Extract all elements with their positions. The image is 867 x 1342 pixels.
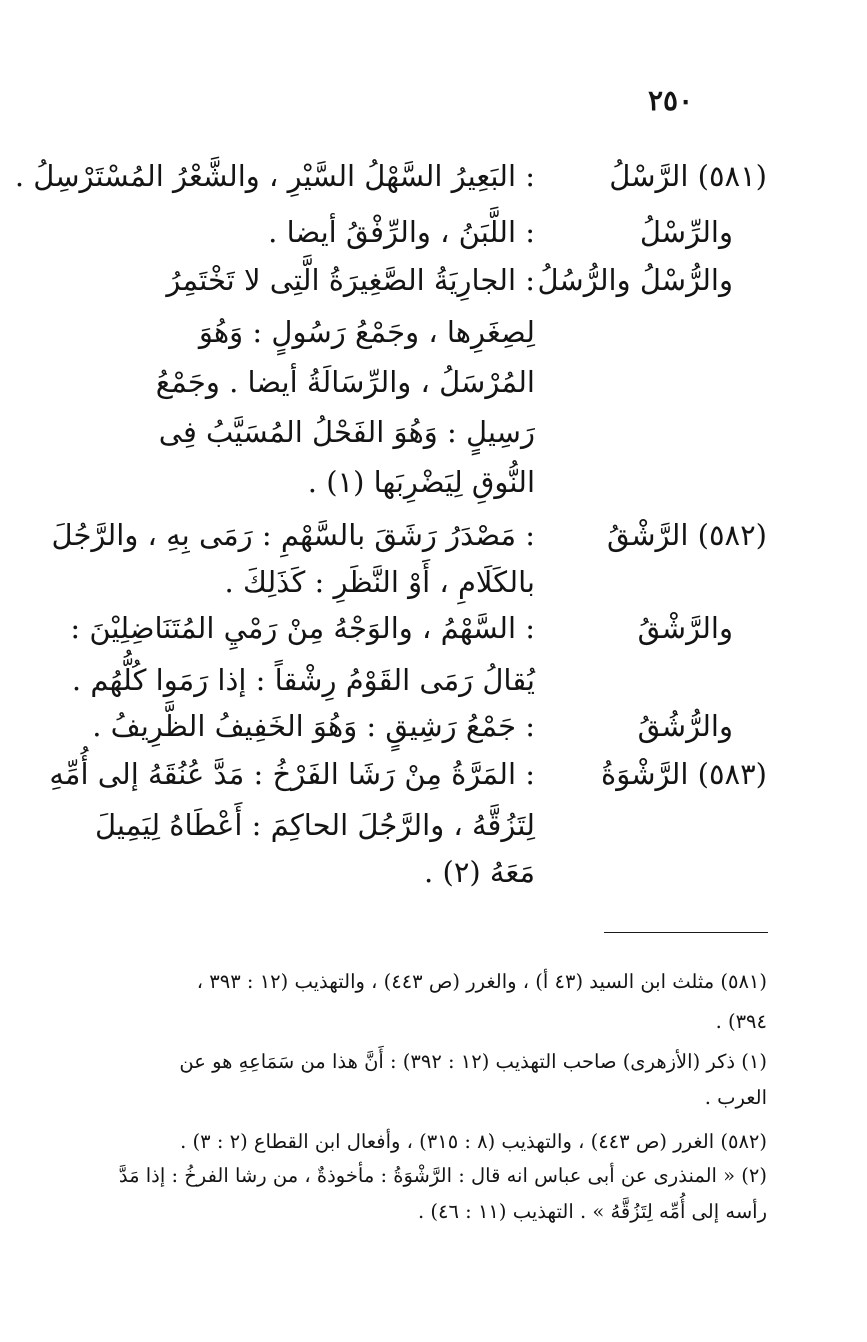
definition: : الجارِيَةُ الصَّغِيرَةُ الَّتِى لا تَخْتَمِرُ: [166, 263, 535, 297]
definition-continuation: لِتَزُقَّهُ ، والرَّجُلَ الحاكِمَ : أَعْطَاهُ لِيَمِيلَ: [94, 808, 535, 842]
definition-continuation: المُرْسَلُ ، والرِّسَالَةُ أيضا . وجَمْعُ: [155, 365, 535, 399]
definition-continuation: مَعَهُ (٢) .: [424, 855, 535, 889]
definition: : اللَّبَنُ ، والرِّفْقُ أيضا .: [268, 215, 535, 249]
footnote-line: ٣٩٤) .: [715, 1010, 767, 1033]
entry-row: [102, 210, 767, 254]
definition-continuation: بالكَلَامِ ، أَوْ النَّظَرِ : كَذَلِكَ .: [224, 565, 535, 599]
definition: : السَّهْمُ ، والوَجْهُ مِنْ رَمْيِ المُتَنَاضِلِيْنَ :: [70, 611, 535, 645]
entry-row-582: [51, 513, 767, 557]
definition: : جَمْعُ رَشِيقٍ : وَهُوَ الخَفِيفُ الظَّرِيفُ .: [92, 709, 535, 743]
footnote-line: (١) ذكر (الأزهرى) صاحب التهذيب (١٢ : ٣٩٢) : أَنَّ هذا من سَمَاعِهِ هو عن: [179, 1050, 767, 1073]
footnote-line: (٢) « المنذرى عن أبى عباس انه قال : الرَّشْوَةُ : مأخوذةٌ ، من رشا الفرخُ : إذا مَدَّ: [118, 1164, 767, 1187]
entry-row: [70, 606, 767, 650]
page-number: ٢٥٠: [648, 84, 694, 117]
footnote-line: رأسه إلى أُمِّه لِتَزُقَّهُ » . التهذيب (١١ : ٤٦) .: [418, 1200, 767, 1223]
entry-row: [102, 258, 767, 302]
definition: : مَصْدَرُ رَشَقَ بالسَّهْمِ : رَمَى بِهِ ، والرَّجُلَ: [51, 518, 535, 552]
headword: والرُّسْلُ والرُّسُلُ: [537, 263, 733, 297]
footnote-line: (٥٨٢) الغرر (ص ٤٤٣) ، والتهذيب (٨ : ٣١٥) ، وأفعال ابن القطاع (٢ : ٣) .: [180, 1130, 767, 1153]
definition-continuation: يُقالُ رَمَى القَوْمُ رِشْقاً : إذا رَمَوا كُلُّهُم .: [71, 663, 535, 697]
entry-row-581: [14, 154, 767, 198]
entry-row: [92, 704, 767, 748]
headword: والرُّشُقُ: [637, 709, 733, 743]
footnote-line: العرب .: [704, 1086, 767, 1109]
headword: (٥٨٢) الرَّشْقُ: [607, 518, 767, 552]
definition-continuation: النُّوقِ لِيَضْرِبَها (١) .: [307, 465, 535, 499]
definition-continuation: لِصِغَرِها ، وجَمْعُ رَسُولٍ : وَهُوَ: [198, 315, 535, 349]
headword: والرَّشْقُ: [637, 611, 733, 645]
entry-row-583: [49, 752, 767, 796]
footnote-separator: [604, 932, 768, 933]
headword: (٥٨١) الرَّسْلُ: [609, 159, 767, 193]
definition-continuation: رَسِيلٍ : وَهُوَ الفَحْلُ المُسَيَّبُ فِى: [158, 415, 535, 449]
headword: والرِّسْلُ: [639, 215, 733, 249]
headword: (٥٨٣) الرَّشْوَةُ: [601, 757, 767, 791]
footnote-line: (٥٨١) مثلث ابن السيد (٤٣ أ) ، والغرر (ص ٤٤٣) ، والتهذيب (١٢ : ٣٩٣ ،: [196, 970, 767, 993]
definition: : البَعِيرُ السَّهْلُ السَّيْرِ ، والشَّعْرُ المُسْتَرْسِلُ .: [14, 159, 535, 193]
definition: : المَرَّةُ مِنْ رَشَا الفَرْخُ : مَدَّ عُنُقَهُ إلى أُمِّهِ: [49, 757, 535, 791]
